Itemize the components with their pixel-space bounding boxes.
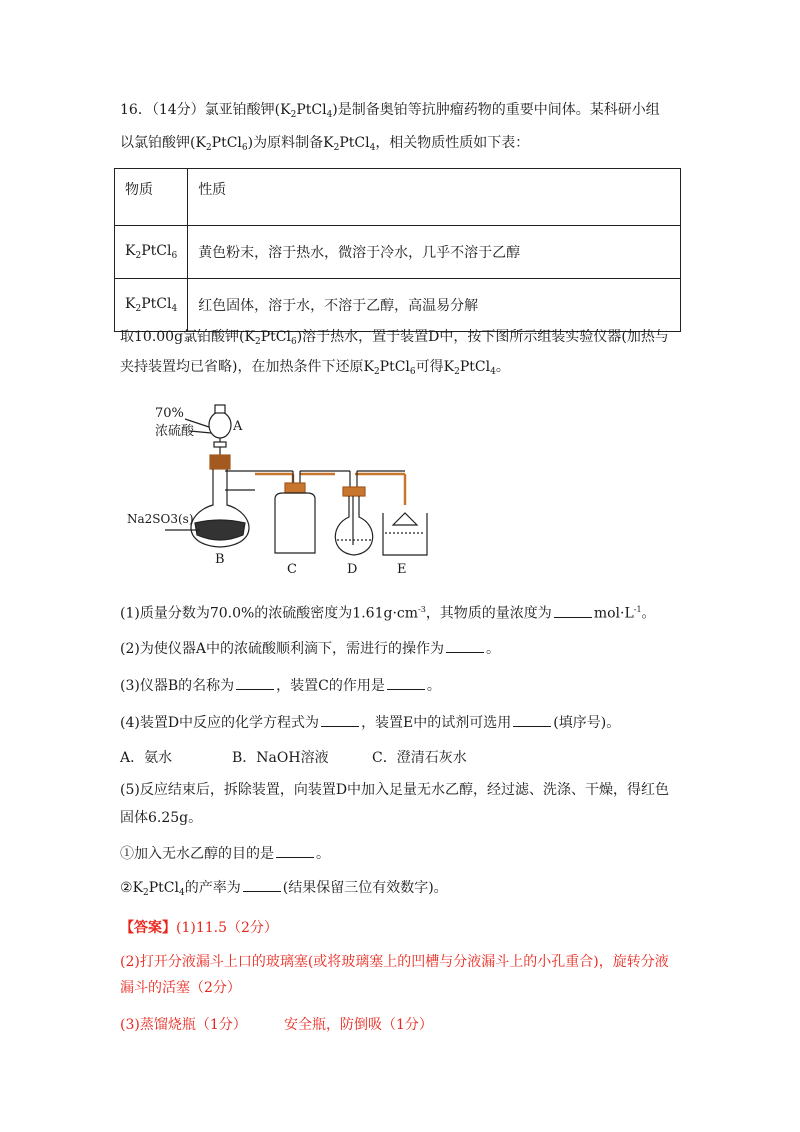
beaker-e xyxy=(383,513,427,555)
question-5-1: ①加入无水乙醇的目的是 。 xyxy=(120,846,330,862)
label-c: C xyxy=(287,562,297,577)
question-1: (1)质量分数为70.0%的浓硫酸密度为$1.61g\cdot cm^{-3}$，其物质的量浓度为 $mol\cdot L^{-1}$。 xyxy=(120,605,656,622)
label-70-percent: 70% xyxy=(155,406,184,421)
label-concentrated-acid: 浓硫酸 xyxy=(155,424,195,439)
question-stem-line2: 以氯铂酸钾$(K_2PtCl_6)$为原料制备$K_2PtCl_4$，相关物质性质如下表： xyxy=(120,135,530,153)
label-b: B xyxy=(215,552,225,567)
formula-k2ptcl4: $K_2PtCl_4$ xyxy=(443,359,496,377)
table-cell-property: 红色固体，溶于水，不溶于乙醇，高温易分解 xyxy=(188,279,681,332)
table-cell-substance: $K_2PtCl_6$ xyxy=(115,226,188,279)
table-cell-property: 黄色粉末，溶于热水，微溶于冷水，几乎不溶于乙醇 xyxy=(188,226,681,279)
table-header-substance: 物质 xyxy=(115,169,188,226)
procedure-line2: 夹持装置均已省略)，在加热条件下还原$K_2PtCl_6$可得$K_2PtCl_4$。 xyxy=(120,359,510,377)
formula-k2ptcl4: $K_2PtCl_4$ xyxy=(280,102,333,120)
question-4-options xyxy=(120,748,467,768)
label-e: E xyxy=(397,562,407,577)
question-5-line1: (5)反应结束后，拆除装置，向装置D中加入足量无水乙醇，经过滤、洗涤、干燥，得红色 xyxy=(120,782,670,798)
table-row xyxy=(115,226,681,279)
question-4: (4)装置D中反应的化学方程式为 ，装置E中的试剂可选用 (填序号)。 xyxy=(120,715,621,731)
question-5-line2: 固体6.25g。 xyxy=(120,810,203,826)
answer-blank xyxy=(387,677,425,690)
distillation-flask-b xyxy=(165,455,255,547)
question-3: (3)仪器B的名称为 ，装置C的作用是 。 xyxy=(120,678,441,694)
connecting-tube xyxy=(255,474,405,505)
formula-k2ptcl4: $K_2PtCl_4$ xyxy=(323,135,376,153)
option-a: A．氨水 xyxy=(120,750,173,766)
formula-k2ptcl4: $K_2PtCl_4$ xyxy=(132,880,185,898)
table-cell-substance: $K_2PtCl_4$ xyxy=(115,279,188,332)
answer-blank xyxy=(243,879,281,892)
answer-blank xyxy=(321,714,359,727)
table-header-row xyxy=(115,169,681,226)
answer-1: 【答案】(1)11.5（2分） xyxy=(120,920,278,936)
formula-k2ptcl6: $K_2PtCl_6$ xyxy=(195,135,248,153)
table-header-property: 性质 xyxy=(188,169,681,226)
answer-2-line1: (2)打开分液漏斗上口的玻璃塞(或将玻璃塞上的凹槽与分液漏斗上的小孔重合)，旋转分液 xyxy=(120,954,669,970)
label-na2so3: Na2SO3(s) xyxy=(127,512,194,526)
apparatus-diagram xyxy=(125,395,435,585)
formula-k2ptcl6: $K_2PtCl_6$ xyxy=(363,359,416,377)
question-stem-line1: 16．（14分）氯亚铂酸钾$(K_2PtCl_4)$是制备奥铂等抗肿瘤药物的重要中间体。某科研小组 xyxy=(120,102,660,120)
question-5-2: $②K_2PtCl_4$的产率为 (结果保留三位有效数字)。 xyxy=(120,880,448,898)
label-d: D xyxy=(347,562,358,577)
answer-blank xyxy=(554,605,592,618)
answer-blank xyxy=(513,714,551,727)
option-c: C．澄清石灰水 xyxy=(372,750,467,766)
option-b: B．NaOH溶液 xyxy=(232,750,329,766)
procedure-line1: 取10.00g氯铂酸钾$(K_2PtCl_6)$溶于热水，置于装置D中，按下图所示组装实验仪器(加热与 xyxy=(120,329,669,347)
answer-blank xyxy=(446,640,484,653)
formula-k2ptcl6: $K_2PtCl_6$ xyxy=(244,329,297,347)
answer-blank xyxy=(276,845,314,858)
label-a: A xyxy=(233,419,243,434)
answer-tag: 【答案】 xyxy=(120,920,176,936)
reaction-flask-d xyxy=(335,487,372,555)
safety-bottle-c xyxy=(275,483,315,553)
answer-2-line2: 漏斗的活塞（2分） xyxy=(120,980,241,996)
table-row xyxy=(115,279,681,332)
question-number: 16．（14分） xyxy=(120,102,205,118)
question-2: (2)为使仪器A中的浓硫酸顺利滴下，需进行的操作为 。 xyxy=(120,641,500,657)
properties-table xyxy=(114,168,681,332)
answer-3: (3)蒸馏烧瓶（1分） 安全瓶，防倒吸（1分） xyxy=(120,1017,433,1033)
answer-blank xyxy=(236,677,274,690)
